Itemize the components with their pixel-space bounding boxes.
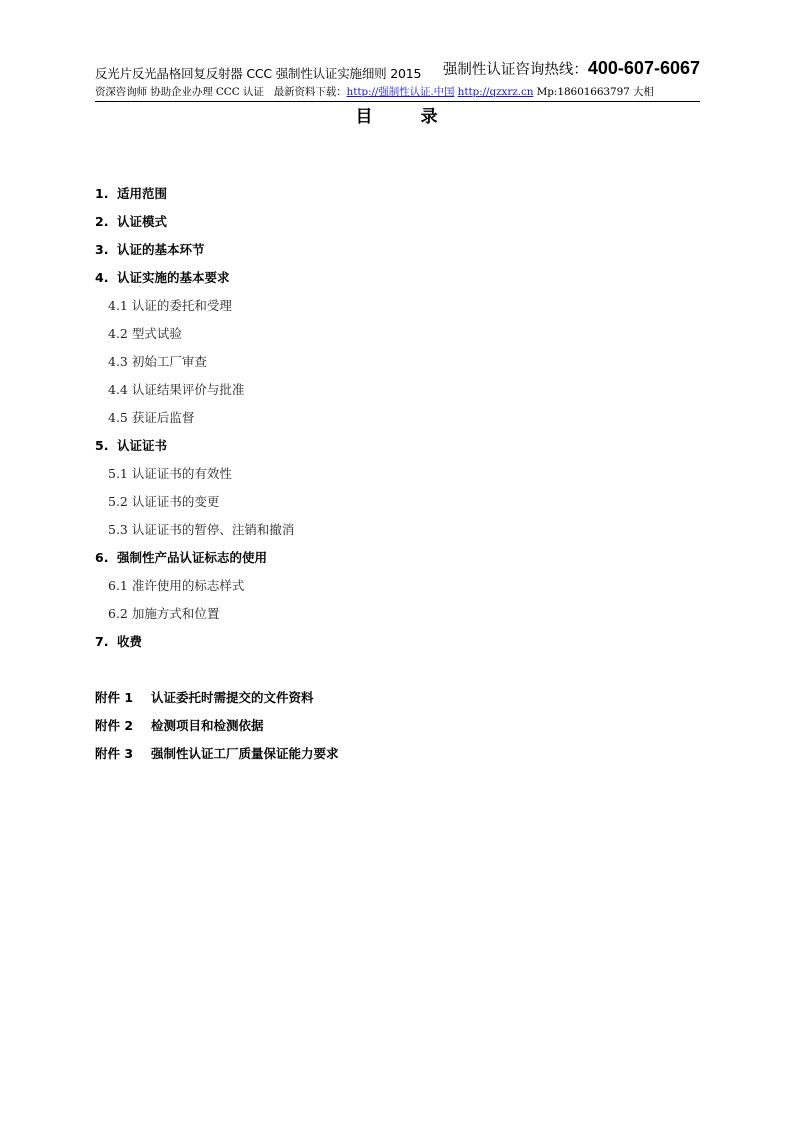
toc-item-evaluation-approval[interactable] [95,380,695,408]
toc-item-post-certification-supervision[interactable] [95,408,695,436]
annex-title: 强制性认证工厂质量保证能力要求 [151,746,339,761]
toc-number: 5.2 [108,494,128,509]
toc-number: 4.2 [108,326,128,341]
toc-label: 初始工厂审查 [131,354,207,369]
table-of-contents [95,184,695,660]
toc-number: 4. [95,270,109,285]
toc-number: 4.1 [108,298,128,313]
toc-label: 获证后监督 [131,410,195,425]
toc-number: 5.1 [108,466,128,481]
header-top-line [95,58,700,82]
toc-number: 2. [95,214,109,229]
toc-item-mark-application[interactable] [95,604,695,632]
toc-number: 3. [95,242,109,257]
toc-item-type-test[interactable] [95,324,695,352]
toc-label: 强制性产品认证标志的使用 [117,550,268,565]
toc-number: 6.2 [108,606,128,621]
hotline [443,58,700,79]
toc-label: 型式试验 [131,326,182,341]
consultant-text: 资深咨询师 协助企业办理 CCC 认证 [95,86,264,98]
toc-number: 4.3 [108,354,128,369]
toc-label: 加施方式和位置 [131,606,220,621]
download-link-cn[interactable]: http://强制性认证.中国 [346,86,455,98]
toc-number: 5.3 [108,522,128,537]
toc-label: 认证结果评价与批准 [131,382,245,397]
annex-label: 附件 3 [95,746,134,761]
toc-item-certificate-change[interactable] [95,492,695,520]
toc-item-application[interactable] [95,296,695,324]
mobile-contact: Mp:18601663797 大相 [536,86,654,98]
header-sub-line [95,84,700,102]
hotline-label: 强制性认证咨询热线： [442,62,588,78]
toc-label: 认证证书的暂停、注销和撤消 [131,522,295,537]
toc-item-certificate-suspension[interactable] [95,520,695,548]
annex-label: 附件 2 [95,718,134,733]
toc-item-certificate-validity[interactable] [95,464,695,492]
annex-list [95,688,695,772]
toc-number: 4.4 [108,382,128,397]
toc-label: 认证证书的变更 [131,494,220,509]
toc-label: 认证的基本环节 [117,242,205,257]
annex-item-2[interactable] [95,716,695,744]
page-header [95,58,700,102]
hotline-number: 400-607-6067 [587,58,700,78]
toc-number: 7. [95,634,109,649]
toc-item-basic-requirements[interactable] [95,268,695,296]
toc-item-fees[interactable] [95,632,695,660]
toc-number: 4.5 [108,410,128,425]
toc-number: 1. [95,186,109,201]
annex-label: 附件 1 [95,690,134,705]
toc-label: 认证证书 [117,438,168,453]
annex-title: 检测项目和检测依据 [151,718,264,733]
toc-title: 目录 [355,107,486,127]
toc-item-scope[interactable] [95,184,695,212]
annex-item-1[interactable] [95,688,695,716]
toc-label: 认证实施的基本要求 [117,270,230,285]
document-title: 反光片反光晶格回复反射器 CCC 强制性认证实施细则 2015 [95,66,422,81]
toc-label: 认证证书的有效性 [131,466,232,481]
toc-item-certificate[interactable] [95,436,695,464]
toc-label: 准许使用的标志样式 [131,578,245,593]
toc-number: 6.1 [108,578,128,593]
toc-item-basic-steps[interactable] [95,240,695,268]
toc-number: 6. [95,550,109,565]
toc-number: 5. [95,438,109,453]
toc-item-factory-inspection[interactable] [95,352,695,380]
annex-item-3[interactable] [95,744,695,772]
toc-item-mark-styles[interactable] [95,576,695,604]
toc-item-mark-usage[interactable] [95,548,695,576]
toc-label: 适用范围 [117,186,168,201]
download-label: 最新资料下载： [273,86,347,98]
toc-label: 认证模式 [117,214,168,229]
download-link-qzxrz[interactable]: http://qzxrz.cn [457,86,534,98]
toc-label: 认证的委托和受理 [131,298,232,313]
annex-title: 认证委托时需提交的文件资料 [151,690,314,705]
toc-item-certification-mode[interactable] [95,212,695,240]
toc-label: 收费 [117,634,143,649]
